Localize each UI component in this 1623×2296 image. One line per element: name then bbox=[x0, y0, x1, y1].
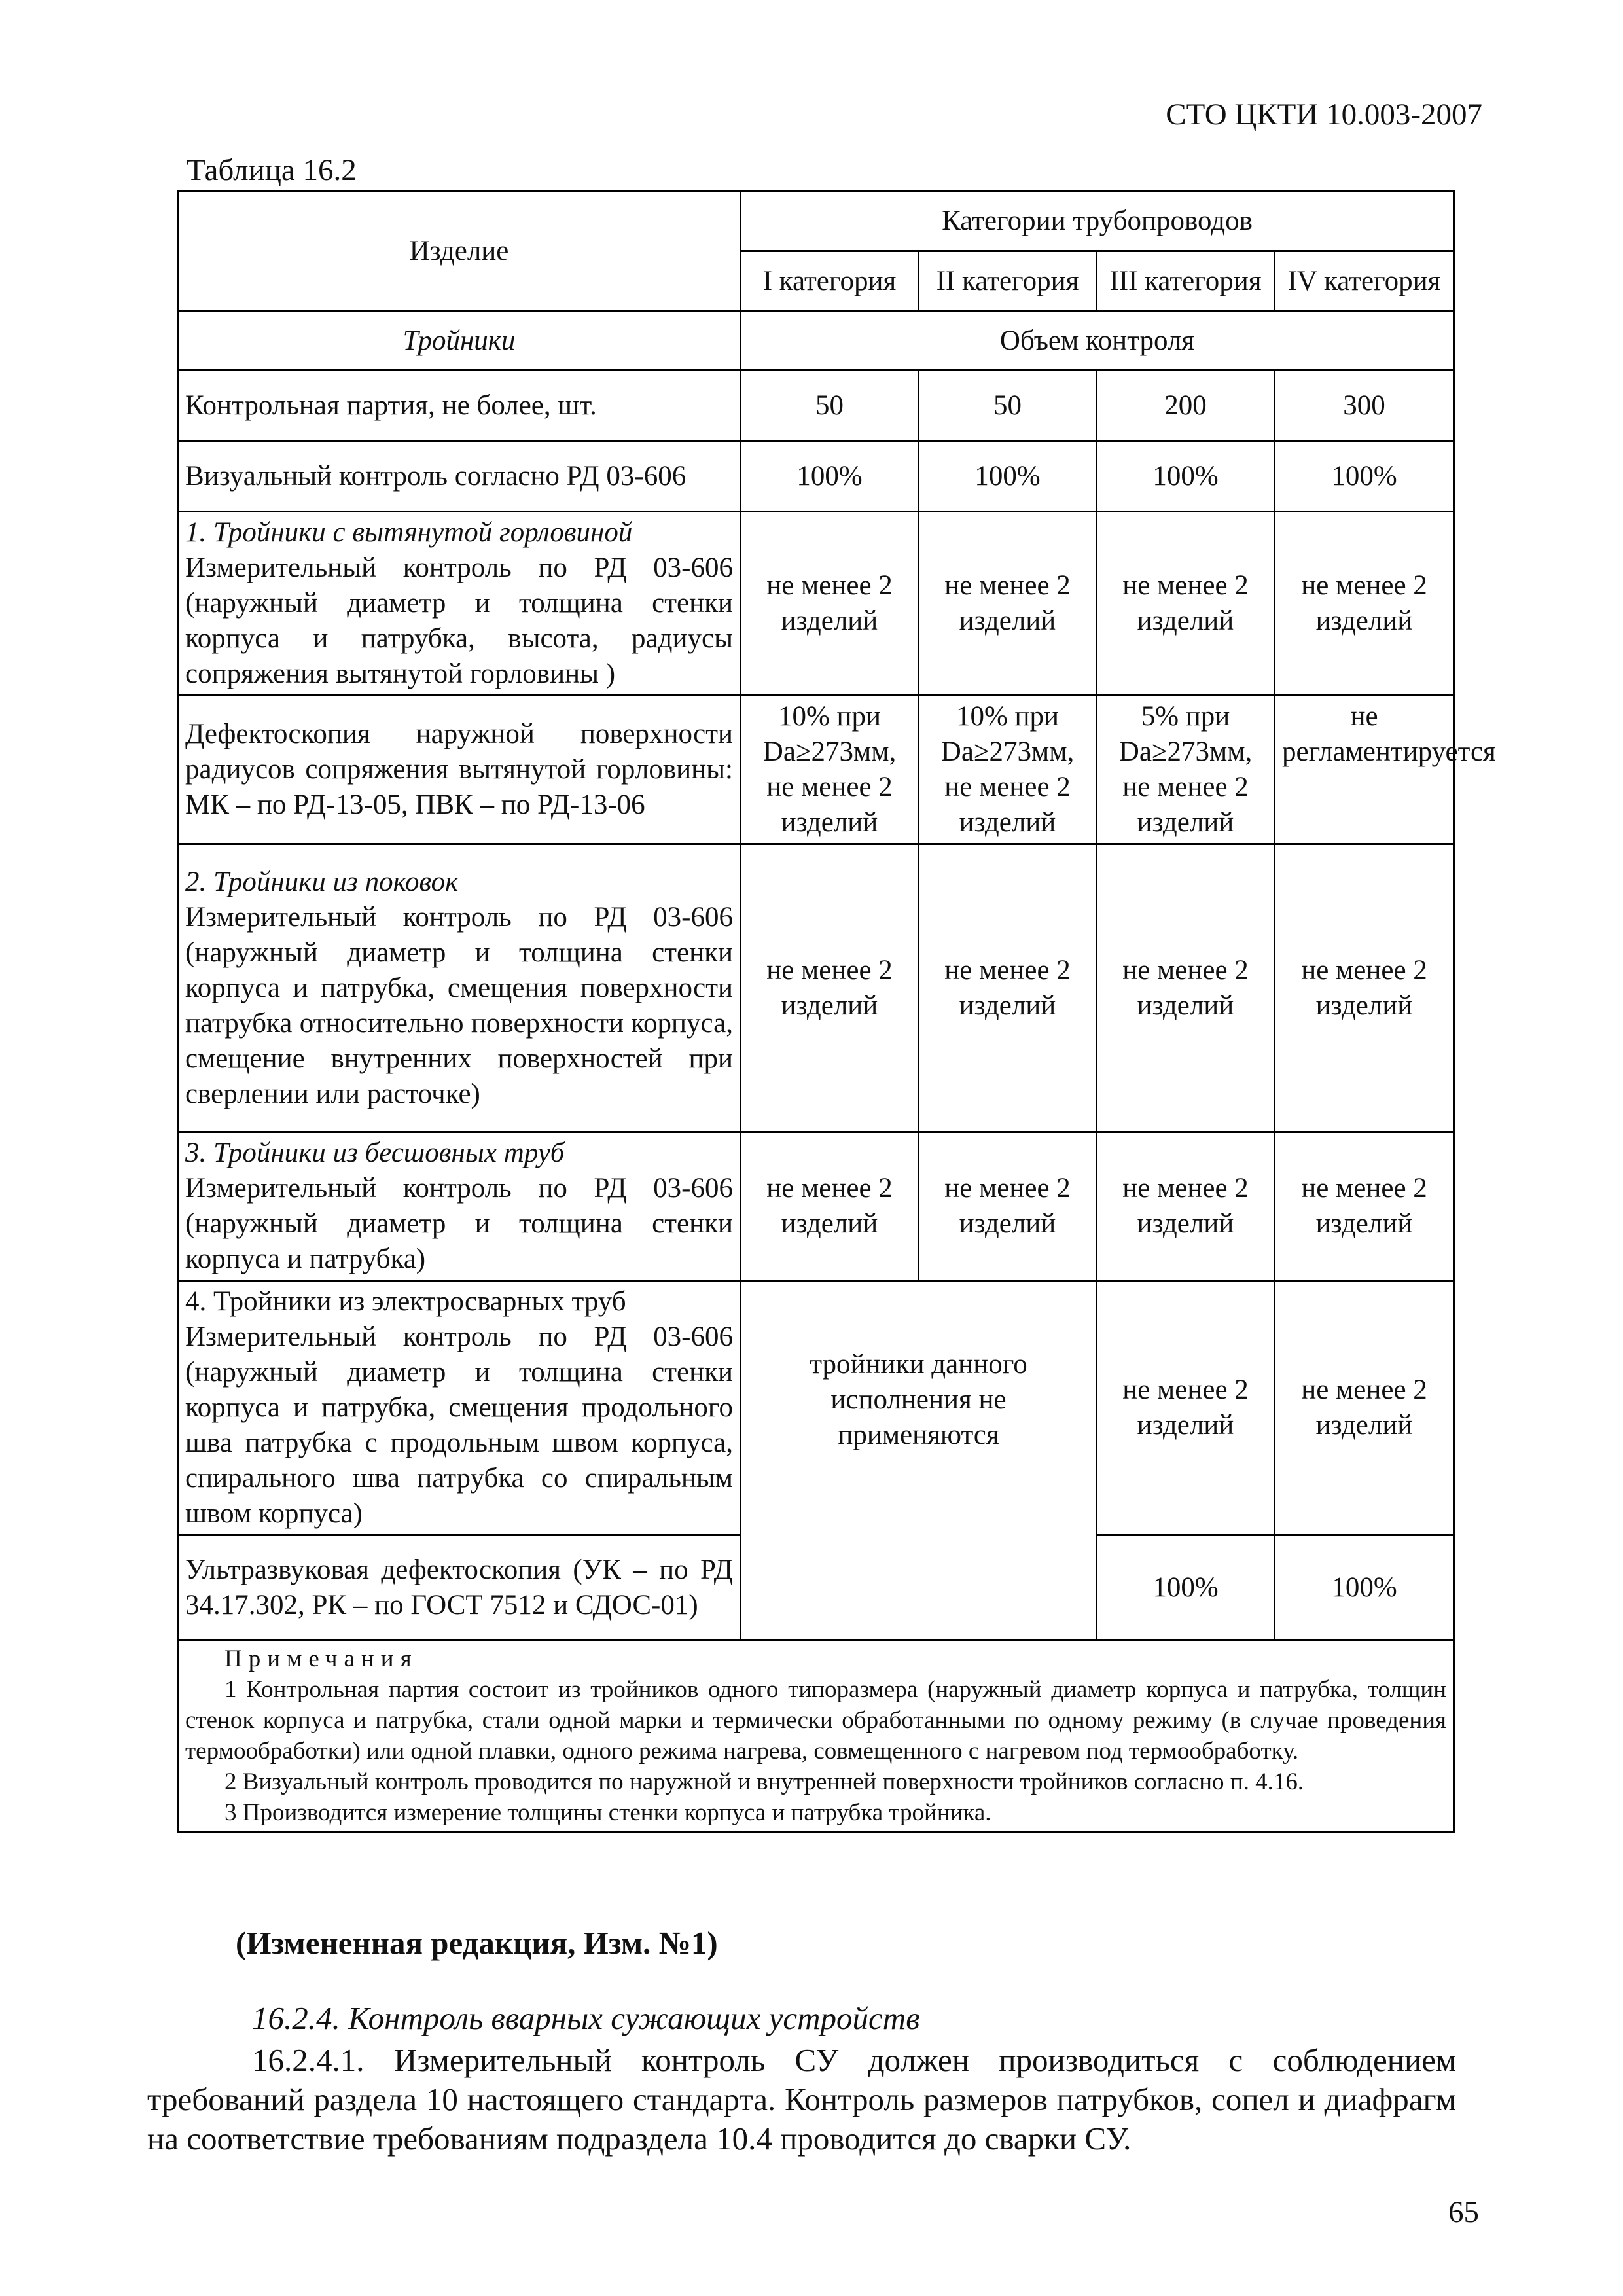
header-category-1: I категория bbox=[741, 251, 919, 312]
section-paragraph bbox=[147, 2041, 1456, 2159]
table-cell: 50 bbox=[741, 370, 919, 441]
section-title: Тройники bbox=[178, 312, 741, 370]
table-cell: 100% bbox=[1275, 441, 1454, 512]
row-label bbox=[178, 1132, 741, 1281]
table-cell: не менее 2 изделий bbox=[1097, 1281, 1275, 1535]
header-item: Изделие bbox=[178, 191, 741, 312]
table-cell: не менее 2 изделий bbox=[1275, 512, 1454, 696]
header-category-2: II категория bbox=[919, 251, 1097, 312]
table-cell: не менее 2 изделий bbox=[919, 512, 1097, 696]
section-volume: Объем контроля bbox=[741, 312, 1454, 370]
page-number: 65 bbox=[1448, 2195, 1479, 2229]
table-cell: не менее 2 изделий bbox=[1097, 512, 1275, 696]
control-table bbox=[177, 190, 1496, 1833]
amendment-note: (Измененная редакция, Изм. №1) bbox=[236, 1925, 718, 1961]
note-item: 2 Визуальный контроль проводится по наружной и внутренней поверхности тройников согласно п. 4.16. bbox=[224, 1768, 1304, 1795]
row-label: Визуальный контроль согласно РД 03-606 bbox=[178, 441, 741, 512]
header-category-3: III категория bbox=[1097, 251, 1275, 312]
row-label bbox=[178, 512, 741, 696]
table-cell: не менее 2 изделий bbox=[1097, 1132, 1275, 1281]
table-cell: 100% bbox=[741, 441, 919, 512]
row-title: 3. Тройники из бесшовных труб bbox=[185, 1138, 565, 1168]
row-text: Измерительный контроль по РД 03-606 (наружный диаметр и толщина стенки корпуса и патрубка, смещения поверхности патрубка относительно поверхности корпуса, смещение внутренних поверхностей при сверлении или расточке) bbox=[185, 901, 733, 1109]
row-label: Дефектоскопия наружной поверхности радиусов сопряжения вытянутой горловины: МК – по РД-13-05, ПВК – по РД-13-06 bbox=[178, 696, 741, 844]
table-cell: 10% при Da≥273мм, не менее 2 изделий bbox=[741, 696, 919, 844]
table-cell: не менее 2 изделий bbox=[741, 1132, 919, 1281]
row-title: 2. Тройники из поковок bbox=[185, 866, 459, 897]
table-cell: не регламентируется bbox=[1275, 696, 1454, 844]
row-title: 1. Тройники с вытянутой горловиной bbox=[185, 517, 633, 548]
notes-title: Примечания bbox=[224, 1645, 418, 1672]
table-cell: 50 bbox=[919, 370, 1097, 441]
table-cell: не менее 2 изделий bbox=[919, 1132, 1097, 1281]
table-cell: 100% bbox=[919, 441, 1097, 512]
table-cell: 100% bbox=[1097, 1535, 1275, 1640]
row-label: Ультразвуковая дефектоскопия (УК – по РД 34.17.302, РК – по ГОСТ 7512 и СДОС-01) bbox=[178, 1535, 741, 1640]
section-heading: 16.2.4. Контроль вварных сужающих устройств bbox=[252, 2000, 920, 2036]
table-cell: не менее 2 изделий bbox=[1275, 1132, 1454, 1281]
paragraph-text: 16.2.4.1. Измерительный контроль СУ должен производиться с соблюдением требований раздела 10 настоящего стандарта. Контроль размеров патрубков, сопел и диафрагм на соответствие требованиям подраздела 10.4 проводится до сварки СУ. bbox=[147, 2042, 1456, 2157]
table-cell: 5% при Da≥273мм, не менее 2 изделий bbox=[1097, 696, 1275, 844]
table-cell: не менее 2 изделий bbox=[1275, 844, 1454, 1132]
table-caption: Таблица 16.2 bbox=[187, 153, 357, 187]
row-text: Измерительный контроль по РД 03-606 (наружный диаметр и толщина стенки корпуса и патрубка, высота, радиусы сопряжения вытянутой горловины ) bbox=[185, 552, 733, 689]
row-label bbox=[178, 1281, 741, 1535]
header-category-4: IV категория bbox=[1275, 251, 1454, 312]
table-cell: не менее 2 изделий bbox=[1097, 844, 1275, 1132]
table-cell: 10% при Da≥273мм, не менее 2 изделий bbox=[919, 696, 1097, 844]
note-item: 3 Производится измерение толщины стенки корпуса и патрубка тройника. bbox=[224, 1799, 991, 1826]
row-text: Измерительный контроль по РД 03-606 (наружный диаметр и толщина стенки корпуса и патрубка) bbox=[185, 1173, 733, 1274]
notes bbox=[178, 1640, 1454, 1832]
row-label bbox=[178, 844, 741, 1132]
document-code: СТО ЦКТИ 10.003-2007 bbox=[1166, 98, 1482, 132]
table-cell: 300 bbox=[1275, 370, 1454, 441]
note-item: 1 Контрольная партия состоит из тройников одного типоразмера (наружный диаметр корпуса и патрубка, толщин стенок корпуса и патрубка, стали одной марки и термически обработанными по одному режиму (в случае проведения термообработки) или одной плавки, одного режима нагрева, совмещенного с нагревом под термообработку. bbox=[185, 1676, 1447, 1765]
row-label: Контрольная партия, не более, шт. bbox=[178, 370, 741, 441]
table-cell: 200 bbox=[1097, 370, 1275, 441]
row-text: Измерительный контроль по РД 03-606 (наружный диаметр и толщина стенки корпуса и патрубка, смещения продольного шва патрубка с продольным швом корпуса, спирального шва патрубка со спиральным швом корпуса) bbox=[185, 1321, 733, 1529]
table-cell: 100% bbox=[1097, 441, 1275, 512]
table-cell: не менее 2 изделий bbox=[741, 512, 919, 696]
header-categories: Категории трубопроводов bbox=[741, 191, 1454, 251]
table-cell: не менее 2 изделий bbox=[1275, 1281, 1454, 1535]
table-cell: 100% bbox=[1275, 1535, 1454, 1640]
row-title: 4. Тройники из электросварных труб bbox=[185, 1286, 626, 1317]
table-cell: не менее 2 изделий bbox=[741, 844, 919, 1132]
table-cell: не менее 2 изделий bbox=[919, 844, 1097, 1132]
merged-cell: тройники данного исполнения не применяются bbox=[741, 1281, 1097, 1640]
